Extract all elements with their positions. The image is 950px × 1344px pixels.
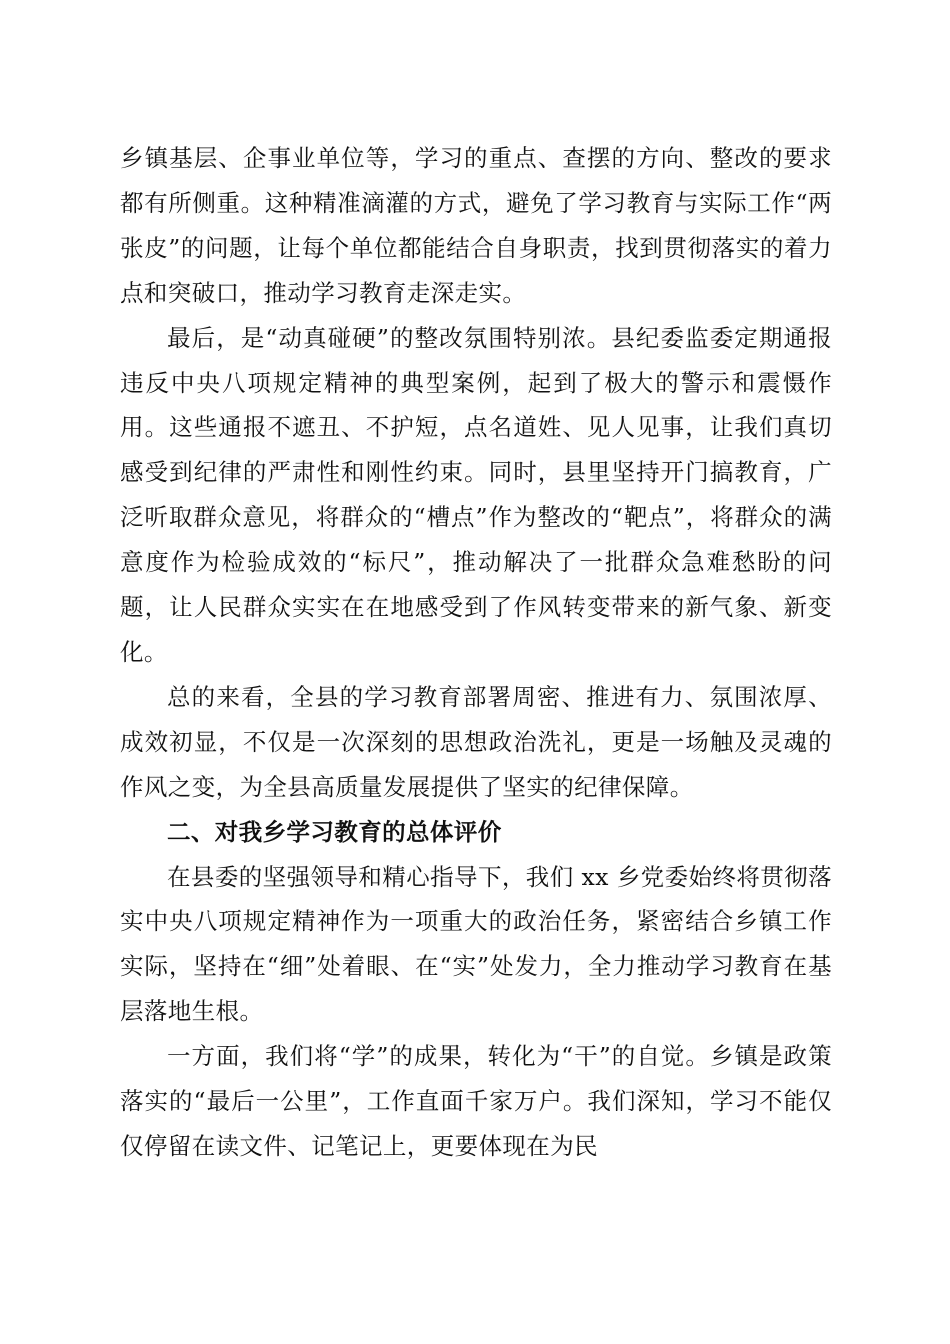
paragraph-county-summary: 总的来看，全县的学习教育部署周密、推进有力、氛围浓厚、成效初显，不仅是一次深刻的思想政治洗礼，更是一场触及灵魂的作风之变，为全县高质量发展提供了坚实的纪律保障。 [120, 682, 832, 801]
paragraph-township-overview: 在县委的坚强领导和精心指导下，我们 xx 乡党委始终将贯彻落实中央八项规定精神作为一项重大的政治任务，紧密结合乡镇工作实际，坚持在“细”处着眼、在“实”处发力，全力推动学习教育在基层落地生根。 [120, 862, 832, 1026]
document-body [120, 136, 832, 1169]
section-heading: 二、对我乡学习教育的总体评价 [167, 817, 502, 846]
paragraph-rectification-atmosphere: 最后，是“动真碰硬”的整改氛围特别浓。县纪委监委定期通报违反中央八项规定精神的典型案例，起到了极大的警示和震慑作用。这些通报不遮丑、不护短，点名道姓、见人见事，让我们真切感受到纪律的严肃性和刚性约束。同时，县里坚持开门搞教育，广泛听取群众意见，将群众的“槽点”作为整改的“靶点”，将群众的满意度作为检验成效的“标尺”，推动解决了一批群众急难愁盼的问题，让人民群众实实在在地感受到了作风转变带来的新气象、新变化。 [120, 323, 832, 666]
paragraph-continuation: 乡镇基层、企事业单位等，学习的重点、查摆的方向、整改的要求都有所侧重。这种精准滴灌的方式，避免了学习教育与实际工作“两张皮”的问题，让每个单位都能结合自身职责，找到贯彻落实的着力点和突破口，推动学习教育走深走实。 [120, 144, 832, 307]
paragraph-study-to-action: 一方面，我们将“学”的成果，转化为“干”的自觉。乡镇是政策落实的“最后一公里”，工作直面千家万户。我们深知，学习不能仅仅停留在读文件、记笔记上，更要体现在为民 [120, 1042, 832, 1160]
